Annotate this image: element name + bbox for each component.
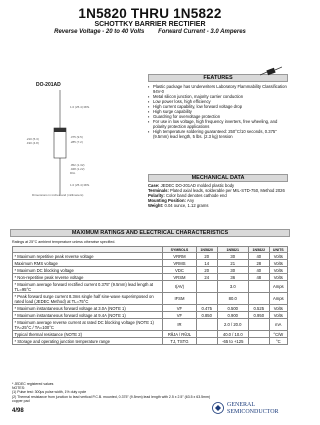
feature-item: ▪ High temperature soldering guaranteed: 250°C/10 seconds, 0.375" (9.5mm) lead length, 5 lbs. (2.3 kg) tension [148,129,288,139]
table-cell: Typical thermal resistance (NOTE 2) [13,331,163,338]
table-cell: IR [163,319,197,331]
page-title: 1N5820 THRU 1N5822 [78,6,222,21]
table-cell [196,281,217,293]
table-cell: Maximum RMS voltage [13,260,163,267]
table-row [13,281,288,293]
table-cell: IFSM [163,293,197,305]
features-list [148,84,288,139]
table-cell: °C/W [269,331,287,338]
table-cell: Volts [269,274,287,281]
table-cell: Volts [269,253,287,260]
footnote-line: * JEDEC registered values [12,382,54,386]
table-cell: 20 [196,267,217,274]
footnotes [12,382,212,403]
brand-logo-icon [212,402,224,414]
table-cell: * Maximum average forward rectified current 0.375" (9.5mm) lead length at TL=95°C [13,281,163,293]
table-cell: 21 [217,260,248,267]
dim-label: .048 (1.22) [70,167,85,171]
table-cell: * Maximum instantaneous forward voltage at 3.0A (NOTE 1) [13,305,163,312]
table-row [13,253,288,260]
dim-label: .052 (1.32) [70,163,85,167]
table-cell: 14 [196,260,217,267]
table-cell: Volts [269,305,287,312]
table-row [13,331,288,338]
table-cell: RθJA / RθJL [163,331,197,338]
table-cell [248,338,269,345]
table-cell: 0.525 [248,305,269,312]
table-cell: * Peak forward surge current 8.3ms single half sine-wave superimposed on rated load (JEDEC Method) at TL=75°C [13,293,163,305]
table-row [13,319,288,331]
table-cell: VDC [163,267,197,274]
table-cell: mA [269,319,287,331]
table-cell [248,293,269,305]
table-row [13,338,288,345]
table-cell: 48 [248,274,269,281]
dim-label: .210 (5.3) [26,137,39,141]
table-cell: Volts [269,260,287,267]
table-cell [248,281,269,293]
table-cell: 28 [248,260,269,267]
dims-note: Dimensions in inches and (millimeters) [32,193,84,197]
table-cell: Volts [269,267,287,274]
table-cell [248,319,269,331]
table-cell: VRMS [163,260,197,267]
page-code: 4/98 [12,408,24,414]
table-cell: 0.950 [248,312,269,319]
dim-label: 1.0 (25.4) MIN. [70,183,91,187]
table-cell: Volts [269,312,287,319]
feature-item: ▪ Guardring for overvoltage protection [148,114,288,119]
table-cell [196,319,217,331]
table-cell: -65 to +125 [217,338,248,345]
table-row [13,305,288,312]
table-cell [196,338,217,345]
table-cell: VF [163,312,197,319]
dim-label: .285 (7.2) [70,140,83,144]
table-cell [196,293,217,305]
footnote-line: NOTES: [12,386,26,391]
feature-item: ▪ Plastic package has Underwriters Laboratory Flammability Classification 94V-0 [148,84,288,94]
table-cell: 80.0 [217,293,248,305]
table-cell: 36 [217,274,248,281]
dim-label: DIA. [70,171,76,175]
feature-item: ▪ High surge capability [148,109,288,114]
table-cell: 40 [248,267,269,274]
table-cell: 40.0 / 10.0 [217,331,248,338]
reverse-voltage-text: Reverse Voltage - 20 to 40 Volts [54,29,145,35]
package-label: DO-201AD [36,82,61,88]
table-cell: °C [269,338,287,345]
table-cell: I(AV) [163,281,197,293]
feature-item: ▪ Low power loss, high efficiency [148,99,288,104]
table-cell: 0.900 [217,312,248,319]
mechanical-data [148,183,288,208]
table-cell: 30 [217,253,248,260]
mech-row: Mounting Position: Any [148,198,195,203]
table-cell: * Maximum repetitive peak reverse voltage [13,253,163,260]
feature-item: ▪ For use in low voltage, high frequency inverters, free wheeling, and polarity protection applications [148,119,288,129]
dim-label: .375 (9.5) [70,135,83,139]
table-cell: 20 [196,253,217,260]
table-cell: 2.0 / 20.0 [217,319,248,331]
dim-label: 1.0 (25.4) MIN. [70,105,91,109]
table-cell [196,331,217,338]
table-cell: * Maximum instantaneous forward voltage at 9.4A (NOTE 1) [13,312,163,319]
table-cell: * Maximum DC blocking voltage [13,267,163,274]
features-heading: FEATURES [148,74,288,82]
brand-logo [212,400,297,420]
mech-row: Terminals: Plated axial leads, solderable per MIL-STD-750, Method 2026 [148,188,285,193]
table-cell: * Maximum average reverse current at rated DC blocking voltage (NOTE 1) TA=25°C / TA=100°C [13,319,163,331]
table-cell: 0.475 [196,305,217,312]
forward-current-text: Forward Current - 3.0 Amperes [158,29,246,35]
table-cell: VF [163,305,197,312]
package-outline-drawing [18,88,138,198]
mech-row: Polarity: Color band denotes cathode end [148,193,227,198]
footnote-line: (1) Pulse test: 300μs pulse width, 1% duty cycle [12,390,87,395]
table-cell: Amps [269,293,287,305]
page-subtitle: SCHOTTKY BARRIER RECTIFIER [94,21,206,28]
table-cell: 30 [217,267,248,274]
table-row [13,293,288,305]
table-cell: 3.0 [217,281,248,293]
ratings-note: Ratings at 25°C ambient temperature unless otherwise specified. [12,240,116,244]
table-cell: * Non-repetitive peak reverse voltage [13,274,163,281]
feature-item: ▪ Metal silicon junction, majority carrier conduction [148,94,288,99]
footnote-line: (2) Thermal resistance from junction to lead vertical P.C.B. mounted, 0.375" (9.5mm) lead length with 2.5 x 2.5" (63.5 x 63.5mm) copper pad [12,394,211,403]
mechanical-heading: MECHANICAL DATA [148,174,288,182]
mech-row: Weight: 0.04 ounce, 1.12 grams [148,203,209,208]
diode-thumbnail-icon [260,66,282,76]
table-cell [248,331,269,338]
table-cell: 0.850 [196,312,217,319]
max-ratings-heading: MAXIMUM RATINGS AND ELECTRICAL CHARACTERISTICS [10,229,290,237]
feature-item: ▪ High current capability, low forward voltage drop [148,104,288,109]
brand-name-line1: GENERAL [227,402,255,408]
table-row [13,274,288,281]
table-cell: VRSM [163,274,197,281]
table-cell: * Storage and operating junction temperature range [13,338,163,345]
voltage-current-ratings [0,29,300,35]
table-cell: 24 [196,274,217,281]
table-cell: VRRM [163,253,197,260]
dim-label: .190 (4.8) [26,141,39,145]
brand-name-line2: SEMICONDUCTOR [227,408,279,415]
table-cell: TJ, TSTG [163,338,197,345]
ratings-table [12,246,288,345]
table-row [13,260,288,267]
table-cell: Amps [269,281,287,293]
table-row [13,312,288,319]
table-header-row: SYMBOLS 1N5820 1N5821 1N5822 UNITS [13,247,288,253]
table-row [13,267,288,274]
table-cell: 0.500 [217,305,248,312]
mech-row: Case: JEDEC DO-201AD molded plastic body [148,183,235,188]
table-cell: 40 [248,253,269,260]
